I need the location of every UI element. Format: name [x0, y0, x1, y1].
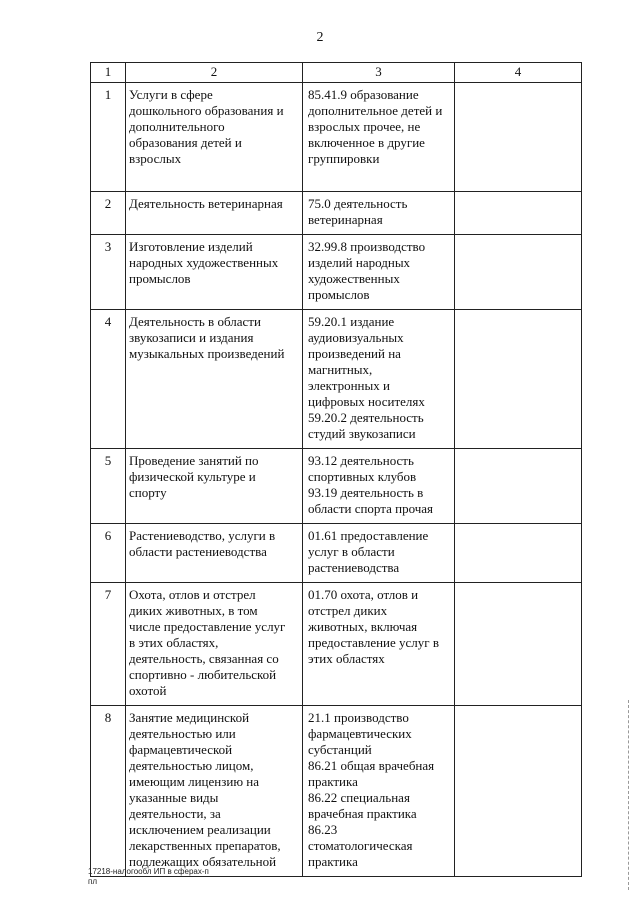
okved-code-line: 93.19 деятельность в	[308, 485, 424, 500]
row-number: 7	[91, 583, 126, 706]
activity-line: Охота, отлов и отстрел	[129, 587, 256, 602]
activity-cell	[126, 706, 303, 877]
column-4-cell	[455, 706, 582, 877]
activity-cell	[126, 524, 303, 583]
row-number: 4	[91, 310, 126, 449]
activity-line: Изготовление изделий	[129, 239, 253, 254]
okved-code-line: отстрел диких	[308, 603, 388, 618]
activity-cell	[126, 310, 303, 449]
activity-line: Занятие медицинской	[129, 710, 250, 725]
row-number: 3	[91, 235, 126, 310]
table-row	[91, 449, 582, 524]
activity-line: взрослых	[129, 151, 182, 166]
okved-code-line: спортивных клубов	[308, 469, 417, 484]
activity-line: числе предоставление услуг	[129, 619, 286, 634]
column-4-cell	[455, 524, 582, 583]
okved-code-line: 21.1 производство	[308, 710, 409, 725]
column-4-cell	[455, 83, 582, 192]
table-header-row	[91, 63, 582, 83]
activity-line: музыкальных произведений	[129, 346, 285, 361]
okved-code-line: 86.23	[308, 822, 338, 837]
okved-code-line: электронных и	[308, 378, 390, 393]
okved-code-line: взрослых прочее, не	[308, 119, 421, 134]
document-footer	[88, 867, 209, 887]
activity-line: в этих областях,	[129, 635, 219, 650]
activity-cell	[126, 192, 303, 235]
okved-code-line: этих областях	[308, 651, 385, 666]
okved-code-line: области спорта прочая	[308, 501, 434, 516]
activity-line: исключением реализации	[129, 822, 271, 837]
row-number: 5	[91, 449, 126, 524]
row-number: 2	[91, 192, 126, 235]
okved-code-cell	[303, 583, 455, 706]
table-row	[91, 583, 582, 706]
header-col-4: 4	[455, 63, 582, 83]
activity-line: деятельностью или	[129, 726, 236, 741]
activity-line: фармацевтической	[129, 742, 233, 757]
activity-line: Растениеводство, услуги в	[129, 528, 276, 543]
column-4-cell	[455, 449, 582, 524]
activity-line: лекарственных препаратов,	[129, 838, 281, 853]
okved-code-line: группировки	[308, 151, 380, 166]
okved-code-line: практика	[308, 854, 358, 869]
activity-line: указанные виды	[129, 790, 219, 805]
okved-code-line: 59.20.1 издание	[308, 314, 395, 329]
okved-code-line: магнитных,	[308, 362, 373, 377]
okved-code-line: фармацевтических	[308, 726, 412, 741]
okved-code-line: аудиовизуальных	[308, 330, 404, 345]
page-number: 2	[316, 30, 324, 45]
okved-code-line: животных, включая	[308, 619, 418, 634]
header-col-2: 2	[126, 63, 303, 83]
activity-line: имеющим лицензию на	[129, 774, 260, 789]
okved-code-line: включенное в другие	[308, 135, 425, 150]
activity-line: деятельностью лицом,	[129, 758, 254, 773]
activity-line: образования детей и	[129, 135, 242, 150]
okved-code-cell	[303, 310, 455, 449]
row-number: 1	[91, 83, 126, 192]
scan-edge-mark	[628, 700, 630, 890]
okved-code-line: ветеринарная	[308, 212, 383, 227]
activity-line: Проведение занятий по	[129, 453, 259, 468]
activity-line: области растениеводства	[129, 544, 267, 559]
okved-code-line: художественных	[308, 271, 400, 286]
table-row	[91, 524, 582, 583]
okved-code-line: предоставление услуг в	[308, 635, 440, 650]
activity-line: народных художественных	[129, 255, 279, 270]
row-number: 8	[91, 706, 126, 877]
okved-code-line: 86.21 общая врачебная	[308, 758, 435, 773]
activity-cell	[126, 83, 303, 192]
column-4-cell	[455, 310, 582, 449]
okved-code-cell	[303, 706, 455, 877]
okved-code-line: практика	[308, 774, 358, 789]
activity-line: деятельность, связанная со	[129, 651, 279, 666]
okved-code-cell	[303, 192, 455, 235]
activity-line: промыслов	[129, 271, 191, 286]
okved-code-cell	[303, 524, 455, 583]
okved-code-line: 01.61 предоставление	[308, 528, 429, 543]
okved-code-line: 93.12 деятельность	[308, 453, 414, 468]
okved-code-line: 86.22 специальная	[308, 790, 410, 805]
activity-line: Деятельность в области	[129, 314, 261, 329]
activity-cell	[126, 449, 303, 524]
activity-line: деятельности, за	[129, 806, 221, 821]
okved-code-line: 85.41.9 образование	[308, 87, 419, 102]
okved-code-line: 59.20.2 деятельность	[308, 410, 424, 425]
okved-code-line: студий звукозаписи	[308, 426, 416, 441]
okved-code-line: 75.0 деятельность	[308, 196, 408, 211]
okved-code-line: цифровых носителях	[308, 394, 425, 409]
activity-line: звукозаписи и издания	[129, 330, 254, 345]
table-row	[91, 706, 582, 877]
okved-code-line: промыслов	[308, 287, 370, 302]
table-row	[91, 310, 582, 449]
activity-line: дополнительного	[129, 119, 225, 134]
activity-line: спорту	[129, 485, 167, 500]
okved-code-cell	[303, 83, 455, 192]
activity-line: спортивно - любительской	[129, 667, 277, 682]
column-4-cell	[455, 583, 582, 706]
header-col-1: 1	[91, 63, 126, 83]
activity-table	[90, 62, 582, 877]
okved-code-line: дополнительное детей и	[308, 103, 443, 118]
activity-line: Деятельность ветеринарная	[129, 196, 283, 211]
activity-line: Услуги в сфере	[129, 87, 213, 102]
footer-suffix: пл	[88, 877, 97, 886]
okved-code-line: 32.99.8 производство	[308, 239, 426, 254]
okved-code-line: услуг в области	[308, 544, 395, 559]
footer-filename: 17218-налогообл ИП в сферах-п	[88, 867, 209, 876]
okved-code-line: стоматологическая	[308, 838, 413, 853]
header-col-3: 3	[303, 63, 455, 83]
column-4-cell	[455, 192, 582, 235]
okved-code-cell	[303, 449, 455, 524]
column-4-cell	[455, 235, 582, 310]
activity-line: физической культуре и	[129, 469, 256, 484]
okved-code-line: врачебная практика	[308, 806, 417, 821]
activity-line: охотой	[129, 683, 167, 698]
table-row	[91, 192, 582, 235]
table-row	[91, 235, 582, 310]
okved-code-line: субстанций	[308, 742, 372, 757]
row-number: 6	[91, 524, 126, 583]
activity-line: подлежащих обязательной	[129, 854, 277, 869]
okved-code-line: растениеводства	[308, 560, 400, 575]
activity-cell	[126, 583, 303, 706]
activity-line: диких животных, в том	[129, 603, 258, 618]
table-row	[91, 83, 582, 192]
okved-code-line: 01.70 охота, отлов и	[308, 587, 419, 602]
okved-code-cell	[303, 235, 455, 310]
activity-line: дошкольного образования и	[129, 103, 284, 118]
okved-code-line: произведений на	[308, 346, 401, 361]
activity-cell	[126, 235, 303, 310]
okved-code-line: изделий народных	[308, 255, 411, 270]
